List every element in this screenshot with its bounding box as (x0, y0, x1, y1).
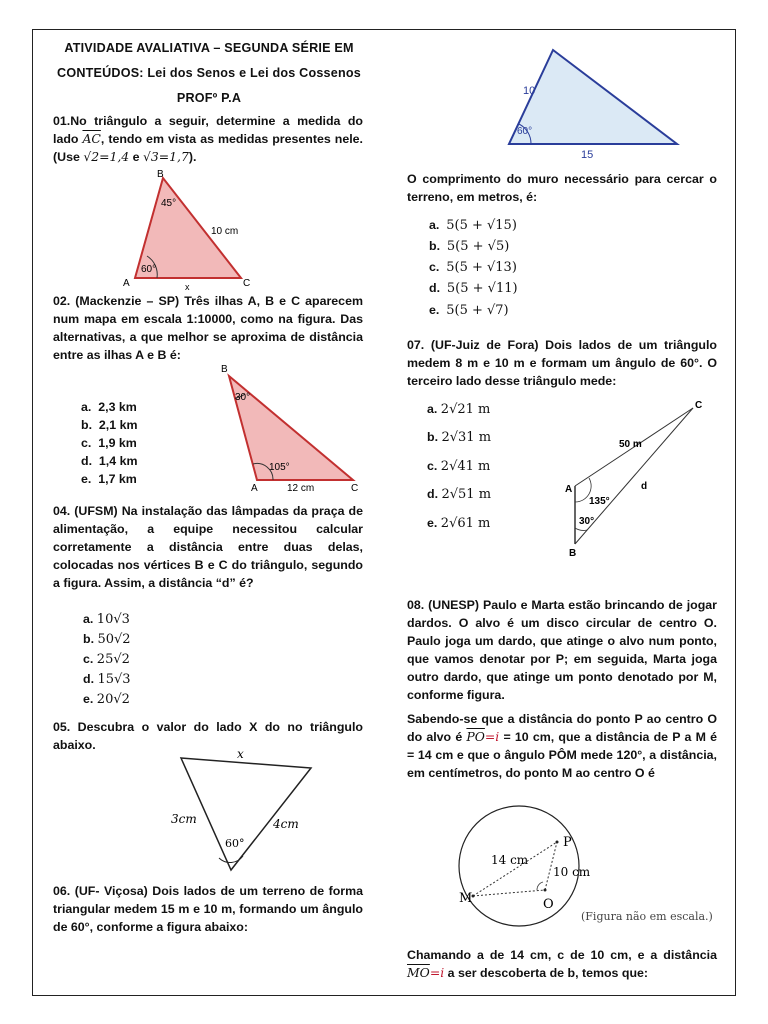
q01-side-label: 10 cm (211, 226, 239, 237)
q02-option-b[interactable]: b. 2,1 km (81, 418, 138, 432)
q02-vertex-b: B (221, 364, 228, 375)
q06-text: 06. (UF- Viçosa) Dois lados de um terreno de forma triangular medem 15 m e 10 m, formando um ângulo de 60°, conforme a figura abaixo: (53, 884, 363, 934)
q08-point-o: O (543, 897, 554, 912)
q05-triangle-figure (165, 746, 345, 876)
q06-side-bottom: 15 (581, 149, 594, 161)
q08-figure-note: (Figura não em escala.) (581, 910, 713, 923)
q05-right-label: 4cm (273, 817, 299, 831)
q06-option-d[interactable]: d. 5(5 + √11) (429, 281, 518, 296)
q07-angle-b: 30° (579, 516, 595, 527)
q04-option-e[interactable]: e. 20√2 (83, 692, 130, 707)
q07-vertex-a: A (565, 484, 573, 495)
q07-option-b[interactable]: b. 2√31 m (427, 430, 492, 445)
q02-triangle-figure (201, 360, 361, 496)
segment-ac: $\overline{AC}$ (82, 131, 101, 146)
q02-side-label: 12 cm (287, 483, 315, 494)
header-line-2: CONTEÚDOS: Lei dos Senos e Lei dos Cossenos (57, 66, 361, 80)
q05-text: 05. Descubra o valor do lado X do no triângulo abaixo. (53, 720, 363, 752)
q07-option-e[interactable]: e. 2√61 m (427, 516, 491, 531)
q06-triangle-figure (487, 44, 687, 172)
q08-pm-label: 14 cm (491, 853, 529, 867)
q08-po-label: 10 cm (553, 865, 591, 879)
q06-option-b[interactable]: b. 5(5 + √5) (429, 239, 510, 254)
q06-option-e[interactable]: e. 5(5 + √7) (429, 303, 509, 318)
q08-text-2: Sabendo-se que a distância do ponto P ao centro O do alvo é $\overline{PO}=i = 10$ cm, que a distância de P a M é = 14 cm e que o ângulo PÔM mede 120°, a distância, em centímetros, do ponto M ao centro O é (407, 712, 717, 780)
q01-angle-a: 60° (141, 264, 157, 275)
q01-vertex-b: B (157, 169, 164, 180)
q07-side-label: 50 m (619, 439, 642, 450)
q07-option-c[interactable]: c. 2√41 m (427, 459, 491, 474)
segment-po: $\overline{PO}$ (466, 729, 485, 744)
q01-vertex-c: C (243, 278, 251, 289)
q07-vertex-b: B (569, 548, 577, 559)
q08-point-p: P (563, 835, 572, 850)
header-line-1: ATIVIDADE AVALIATIVA – SEGUNDA SÉRIE EM (64, 41, 354, 55)
q02-angle-a: 105° (269, 462, 290, 473)
q08-text: 08. (UNESP) Paulo e Marta estão brincando de jogar dardos. O alvo é um disco circular de centro O. Paulo joga um dardo, que atinge o alvo num ponto, que vamos denotar por P; em seguida, Marta joga outro dardo, que atinge um ponto denotado por M, conforme figura. (407, 598, 717, 702)
q01-triangle-figure (119, 168, 279, 290)
q04-option-a[interactable]: a. 10√3 (83, 612, 130, 627)
q02-option-d[interactable]: d. 1,4 km (81, 454, 138, 468)
q01-text: 01.No triângulo a seguir, determine a medida do lado $\overline{AC}$, tendo em vista as medidas presentes nele. (Use √2=1,4 e √3=1,7). (53, 114, 363, 164)
q01-angle-b: 45° (161, 198, 177, 209)
q05-top-label: x (237, 747, 244, 761)
q04-option-d[interactable]: d. 15√3 (83, 672, 131, 687)
q02-vertex-a: A (251, 483, 258, 494)
q04-option-b[interactable]: b. 50√2 (83, 632, 131, 647)
q06-side-left: 10 (523, 85, 536, 97)
q07-vertex-c: C (695, 400, 703, 411)
q06-option-c[interactable]: c. 5(5 + √13) (429, 260, 517, 275)
q08-text-3: Chamando a de 14 cm, c de 10 cm, e a distância $\overline{MO}=i$ a ser descoberta de b, temos que: (407, 948, 717, 980)
q02-option-a[interactable]: a. 2,3 km (81, 400, 137, 414)
worksheet-page (32, 29, 736, 996)
q07-option-d[interactable]: d. 2√51 m (427, 487, 492, 502)
q07-angle-a: 135° (589, 496, 610, 507)
q04-text: 04. (UFSM) Na instalação das lâmpadas da praça de alimentação, a equipe necessitou calcular corretamente a distância entre duas delas, colocadas nos vértices B e C do triângulo, segundo a figura. Assim, a distância “d” é? (53, 504, 363, 590)
q01-x-label: x (185, 282, 190, 292)
q07-text: 07. (UF-Juiz de Fora) Dois lados de um triângulo medem 8 m e 10 m e formam um ângulo de 60°. O terceiro lado desse triângulo mede: (407, 338, 717, 388)
segment-mo: $\overline{MO}$ (407, 965, 430, 980)
q02-text: 02. (Mackenzie – SP) Três ilhas A, B e C aparecem num mapa em escala 1:10000, como na figura. Das alternativas, a que melhor se aproxima de distância entre as ilhas A e B é: (53, 294, 363, 362)
q07-option-a[interactable]: a. 2√21 m (427, 402, 491, 417)
q06-question: O comprimento do muro necessário para cercar o terreno, em metros, é: (407, 172, 717, 204)
q05-angle-label: 60° (225, 837, 245, 850)
q07-d-label: d (641, 481, 648, 492)
q05-left-label: 3cm (171, 812, 197, 826)
q01-vertex-a: A (123, 278, 130, 289)
q06-option-a[interactable]: a. 5(5 + √15) (429, 218, 517, 233)
q02-option-c[interactable]: c. 1,9 km (81, 436, 137, 450)
q02-angle-b: 30° (235, 392, 251, 403)
q04-option-c[interactable]: c. 25√2 (83, 652, 130, 667)
q08-dartboard-figure (437, 806, 717, 944)
header-line-3: PROFº P.A (176, 91, 242, 105)
q07-triangle-figure (565, 396, 717, 559)
q08-point-m: M (459, 891, 473, 906)
q02-option-e[interactable]: e. 1,7 km (81, 472, 137, 486)
q02-vertex-c: C (351, 483, 359, 494)
q06-angle-label: 60° (517, 126, 533, 137)
